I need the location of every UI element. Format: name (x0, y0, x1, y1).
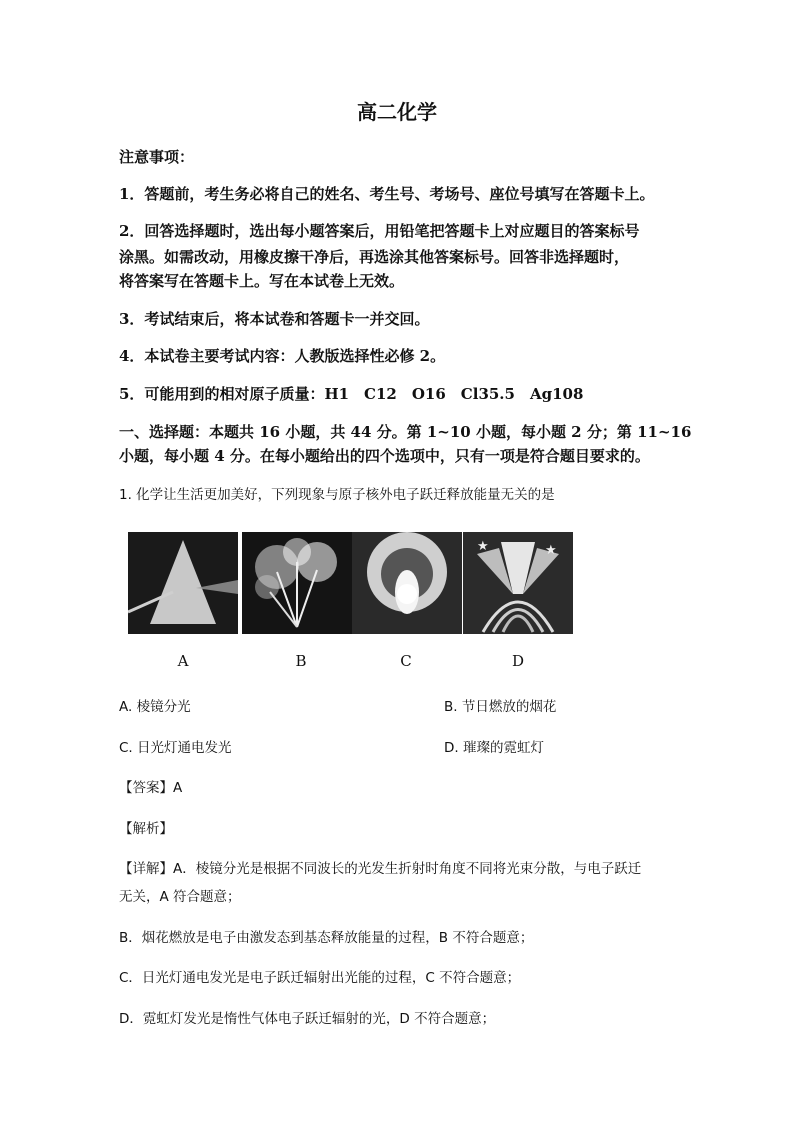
detail-line-1: 【详解】A．棱镜分光是根据不同波长的光发生折射时角度不同将光束分散，与电子跃迁 (119, 861, 642, 877)
notice-item-3: 3．考试结束后，将本试卷和答题卡一并交回。 (119, 310, 430, 328)
notice-item-2-line3: 将答案写在答题卡上。写在本试卷上无效。 (119, 272, 405, 290)
notice-item-4: 4．本试卷主要考试内容：人教版选择性必修 2。 (119, 347, 446, 365)
answer-label: 【答案】 (119, 780, 173, 796)
notice-item-2-line2: 涂黑。如需改动，用橡皮擦干净后，再选涂其他答案标号。回答非选择题时， (119, 248, 630, 266)
option-a: A. 棱镜分光 (119, 699, 191, 715)
option-c: C. 日光灯通电发光 (119, 740, 232, 756)
notice-item-5: 5．可能用到的相对原子质量：H1 C12 O16 Cl35.5 Ag108 (119, 385, 584, 403)
detail-line-4: C．日光灯通电发光是电子跃迁辐射出光能的过程，C 不符合题意； (119, 970, 521, 986)
notice-item-2-line1: 2．回答选择题时，选出每小题答案后，用铅笔把答题卡上对应题目的答案标号 (119, 222, 640, 240)
analysis-label: 【解析】 (119, 821, 173, 837)
image-caption-b: B (295, 652, 307, 670)
detail-line-2: 无关，A 符合题意； (119, 889, 241, 905)
image-caption-c: C (400, 652, 412, 670)
notice-item-1: 1．答题前，考生务必将自己的姓名、考生号、考场号、座位号填写在答题卡上。 (119, 185, 655, 203)
section-heading-line1: 一、选择题：本题共 16 小题，共 44 分。第 1~10 小题，每小题 2 分；第 11~16 (119, 423, 692, 441)
option-b: B. 节日燃放的烟花 (444, 699, 557, 715)
image-caption-a: A (177, 652, 189, 670)
image-caption-d: D (511, 652, 525, 670)
answer-value: A (173, 780, 183, 796)
svg-text:★: ★ (545, 543, 557, 558)
prism-image (128, 532, 238, 634)
section-heading-line2: 小题，每小题 4 分。在每小题给出的四个选项中，只有一项是符合题目要求的。 (119, 447, 650, 465)
neon-image (463, 532, 573, 634)
question-stem: 1. 化学让生活更加美好，下列现象与原子核外电子跃迁释放能量无关的是 (119, 487, 555, 503)
page-title: 高二化学 (357, 100, 437, 124)
svg-text:★: ★ (477, 539, 489, 554)
notice-heading: 注意事项： (119, 148, 195, 166)
lamp-image (352, 532, 462, 634)
detail-line-5: D．霓虹灯发光是惰性气体电子跃迁辐射的光，D 不符合题意； (119, 1011, 496, 1027)
answer-line (119, 776, 182, 796)
detail-line-3: B．烟花燃放是电子由激发态到基态释放能量的过程，B 不符合题意； (119, 930, 534, 946)
fireworks-image (242, 532, 352, 634)
option-d: D. 璀璨的霓虹灯 (444, 740, 544, 756)
